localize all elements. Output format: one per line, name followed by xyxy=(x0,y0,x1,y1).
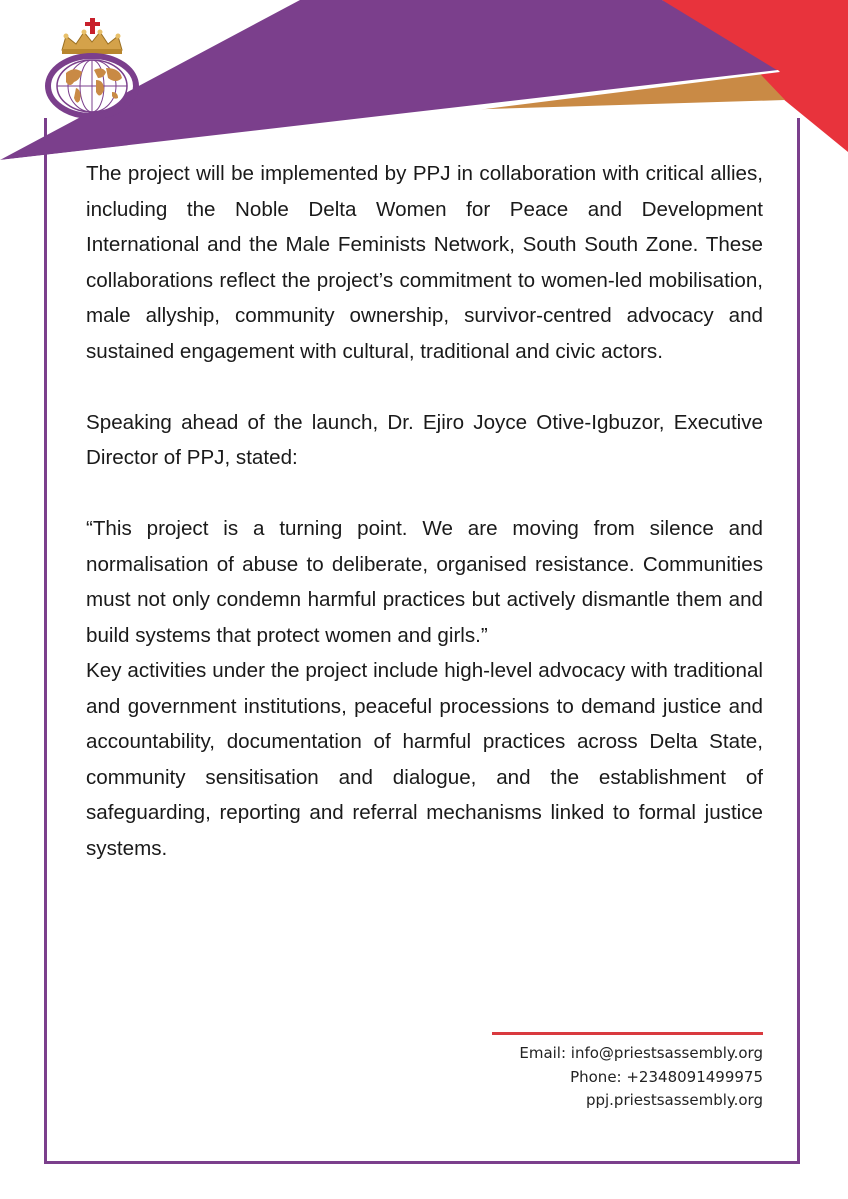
footer-divider xyxy=(492,1032,763,1035)
contact-email[interactable]: Email: info@priestsassembly.org xyxy=(519,1044,763,1062)
contact-phone[interactable]: Phone: +2348091499975 xyxy=(570,1067,763,1086)
paragraph-collaboration: The project will be implemented by PPJ in collaboration with critical allies, including the Noble Delta Women for Peace and Development International and the Male Feminists Network, South South Zone. These collaborations reflect the project’s commitment to women-led mobilisation, male allyship, community ownership, survivor-centred advocacy and sustained engagement with cultural, traditional and civic actors. xyxy=(86,162,763,363)
globe-crown-logo-icon xyxy=(44,18,142,118)
contact-block xyxy=(463,1042,763,1113)
paragraph-quote: “This project is a turning point. We are moving from silence and normalisation of abuse to deliberate, organised resistance. Communities must not only condemn harmful practices but actively dismantle them and build systems that protect women and girls.” xyxy=(86,517,763,647)
paragraph-speaker-intro: Speaking ahead of the launch, Dr. Ejiro Joyce Otive-Igbuzor, Executive Director of PPJ, stated: xyxy=(86,410,763,469)
paragraph-key-activities: Key activities under the project include high-level advocacy with traditional and government institutions, peaceful processions to demand justice and accountability, documentation of harmful practices across Delta State, community sensitisation and dialogue, and the establishment of safeguarding, reporting and referral mechanisms linked to formal justice systems. xyxy=(86,659,763,860)
contact-website[interactable]: ppj.priestsassembly.org xyxy=(585,1091,763,1109)
article-body xyxy=(86,156,763,866)
